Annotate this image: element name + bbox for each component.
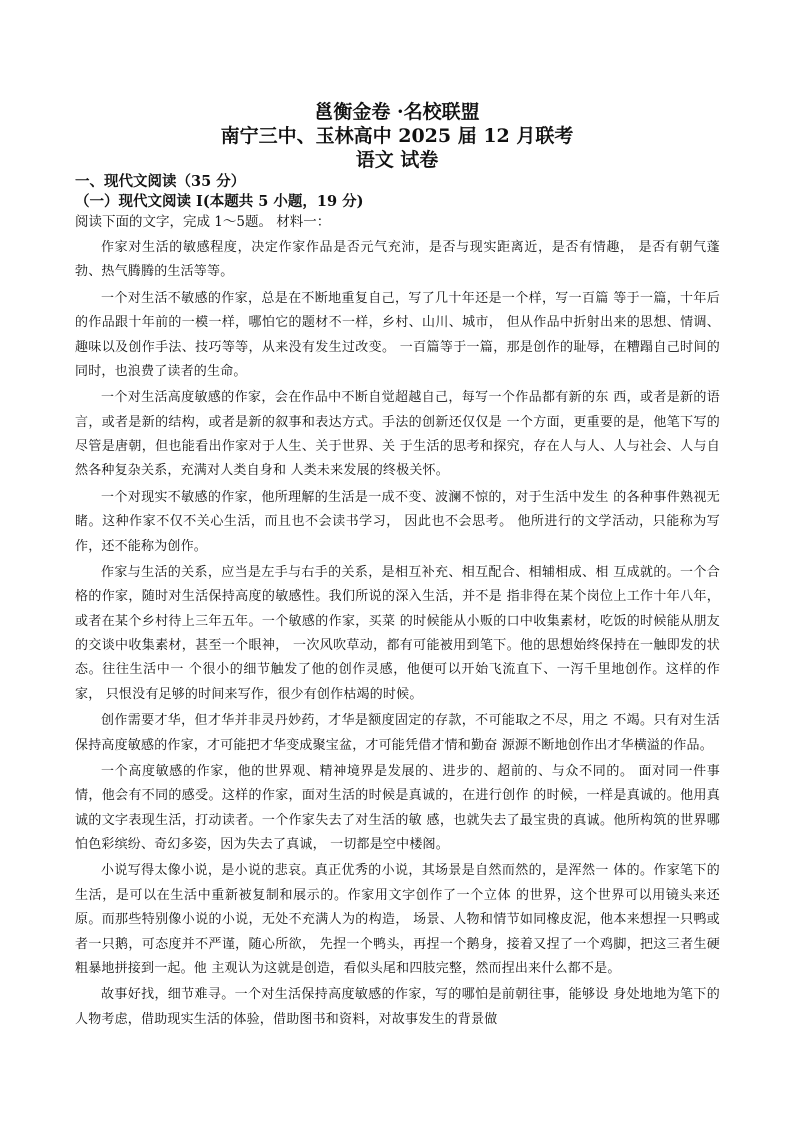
- section-subheading: （一）现代文阅读 I(本题共 5 小题，19 分): [75, 193, 364, 210]
- passage-paragraph: 一个对现实不敏感的作家，他所理解的生活是一成不变、波澜不惊的，对于生活中发生 的各种事件熟视无睹。这种作家不仅不关心生活，而且也不会读书学习， 因此也不会思考。 他所进行的文学活动，只能称为写作，还不能称为创作。: [75, 489, 720, 554]
- reading-passage: [75, 236, 720, 1034]
- passage-paragraph: 作家对生活的敏感程度，决定作家作品是否元气充沛，是否与现实距离近，是否有情趣， 是否有朝气蓬勃、热气腾腾的生活等等。: [75, 240, 720, 280]
- exam-brand-title: 邕衡金卷 ·名校联盟: [314, 101, 480, 123]
- passage-paragraph: 小说写得太像小说，是小说的悲哀。真正优秀的小说，其场景是自然而然的，是浑然一 体的。作家笔下的生活，是可以在生活中重新被复制和展示的。作家用文字创作了一个立体 的世界，这个世界可以用镜头来还原。而那些特别像小说的小说，无处不充满人为的构造， 场景、人物和情节如同橡皮泥，他本来想捏一只鸭或者一只鹅，可态度并不严谨，随心所欲， 先捏一个鸭头，再捏一个鹅身，接着又捏了一个鸡脚，把这三者生硬粗暴地拼接到一起。他 主观认为这就是创造，看似头尾和四肢完整，然而捏出来什么都不是。: [75, 863, 720, 977]
- passage-paragraph: 一个对生活高度敏感的作家，会在作品中不断自觉超越自己，每写一个作品都有新的东 西，或者是新的语言，或者是新的结构，或者是新的叙事和表达方式。手法的创新还仅仅是 一个方面，更重要的是，他笔下写的尽管是唐朝，但也能看出作家对于人生、关于世界、关 于生活的思考和探究，存在人与人、人与社会、人与自然各种复杂关系，充满对人类自身和 人类未来发展的终极关怀。: [75, 390, 720, 479]
- passage-paragraph: 创作需要才华，但才华并非灵丹妙药，才华是额度固定的存款，不可能取之不尽，用之 不竭。只有对生活保持高度敏感的作家，才可能把才华变成聚宝盆，才可能凭借才情和勤奋 源源不断地创作出才华横溢的作品。: [75, 713, 720, 753]
- passage-paragraph: 作家与生活的关系，应当是左手与右手的关系，是相互补充、相互配合、相辅相成、相 互成就的。一个合格的作家，随时对生活保持高度的敏感性。我们所说的深入生活，并不是 指非得在某个岗位上工作十年八年，或者在某个乡村待上三年五年。一个敏感的作家，买菜 的时候能从小贩的口中收集素材，吃饭的时候能从朋友的交谈中收集素材，甚至一个眼神， 一次风吹草动，都有可能被用到笔下。他的思想始终保持在一触即发的状态。往往生活中一 个很小的细节触发了他的创作灵感，他便可以开始飞流直下、一泻千里地创作。这样的作家， 只恨没有足够的时间来写作，很少有创作枯竭的时候。: [75, 564, 720, 702]
- passage-paragraph: 一个高度敏感的作家，他的世界观、精神境界是发展的、进步的、超前的、与众不同的。 面对同一件事情，他会有不同的感受。这样的作家，面对生活的时候是真诚的，在进行创作 的时候，一样是真诚的。他用真诚的文字表现生活，打动读者。一个作家失去了对生活的敏 感，也就失去了最宝贵的真诚。他所构筑的世界哪怕色彩缤纷、奇幻多姿，因为失去了真诚， 一切都是空中楼阁。: [75, 763, 720, 853]
- exam-subject-title: 语文 试卷: [355, 149, 439, 171]
- passage-paragraph: 故事好找，细节难寻。一个对生活保持高度敏感的作家，写的哪怕是前朝往事，能够设 身处地地为笔下的人物考虑，借助现实生活的体验，借助图书和资料，对故事发生的背景做: [75, 987, 720, 1027]
- section-heading: 一、现代文阅读（35 分）: [75, 173, 246, 190]
- exam-school-title: 南宁三中、玉林高中 2025 届 12 月联考: [220, 125, 574, 147]
- exam-header: [0, 100, 794, 172]
- reading-instruction: 阅读下面的文字，完成 1～5题。 材料一：: [75, 214, 331, 230]
- passage-paragraph: 一个对生活不敏感的作家，总是在不断地重复自己，写了几十年还是一个样，写一百篇 等于一篇，十年后的作品跟十年前的一模一样，哪怕它的题材不一样，乡村、山川、城市， 但从作品中折射出来的思想、情调、趣味以及创作手法、技巧等等，从来没有发生过改变。 一百篇等于一篇，那是创作的耻辱，在糟蹋自己时间的同时，也浪费了读者的生命。: [75, 290, 720, 379]
